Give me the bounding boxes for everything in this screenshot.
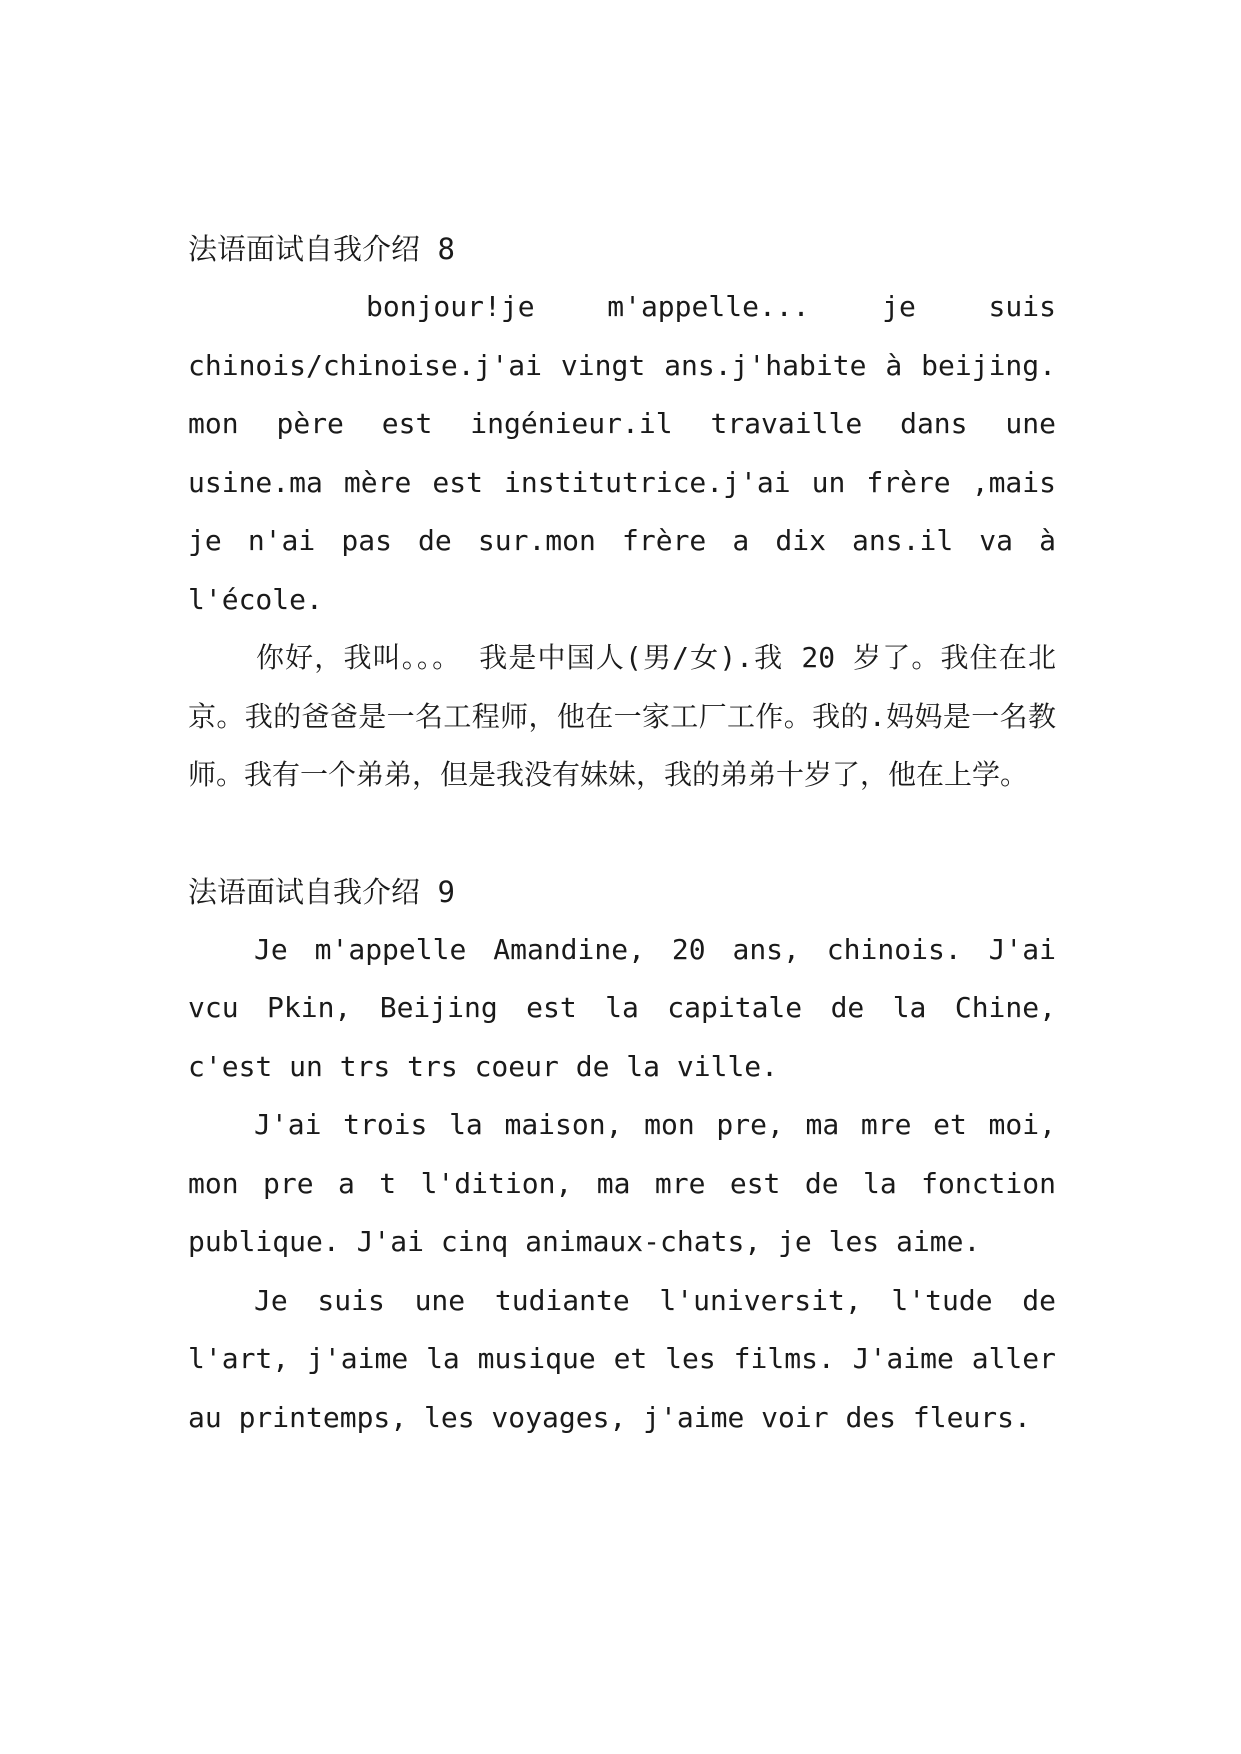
paragraph-french: Je suis une tudiante l'universit, l'tude de l'art, j'aime la musique et les films. J'aime aller au printemps, les voyages, j'aime voir des fleurs.: [188, 1283, 1056, 1434]
document-page: [188, 220, 1056, 1447]
paragraph-french: J'ai trois la maison, mon pre, ma mre et moi, mon pre a t l'dition, ma mre est de la fonction publique. J'ai cinq animaux-chats, je les aime.: [188, 1108, 1056, 1258]
section-spacer: [188, 805, 1056, 863]
section-heading: 法语面试自我介绍 8: [188, 232, 455, 266]
paragraph-chinese: 你好，我叫。。。 我是中国人(男/女).我 20 岁了。我住在北京。我的爸爸是一名工程师，他在一家工厂工作。我的.妈妈是一名教师。我有一个弟弟，但是我没有妹妹，我的弟弟十岁了，他在上学。: [188, 641, 1056, 791]
section-heading: 法语面试自我介绍 9: [188, 874, 455, 909]
section-8: [188, 220, 1056, 805]
paragraph-french: Je m'appelle Amandine, 20 ans, chinois. J'ai vcu Pkin, Beijing est la capitale de la Chine, c'est un trs trs coeur de la ville.: [188, 932, 1056, 1083]
section-9: [188, 863, 1056, 1448]
paragraph-french: bonjour!je m'appelle... je suis chinois/chinoise.j'ai vingt ans.j'habite à beijing. mon père est ingénieur.il travaille dans une usine.ma mère est institutrice.j'ai un frère ,mais je n'ai pas de sur.mon frère a dix ans.il va à l'école.: [188, 290, 1056, 616]
